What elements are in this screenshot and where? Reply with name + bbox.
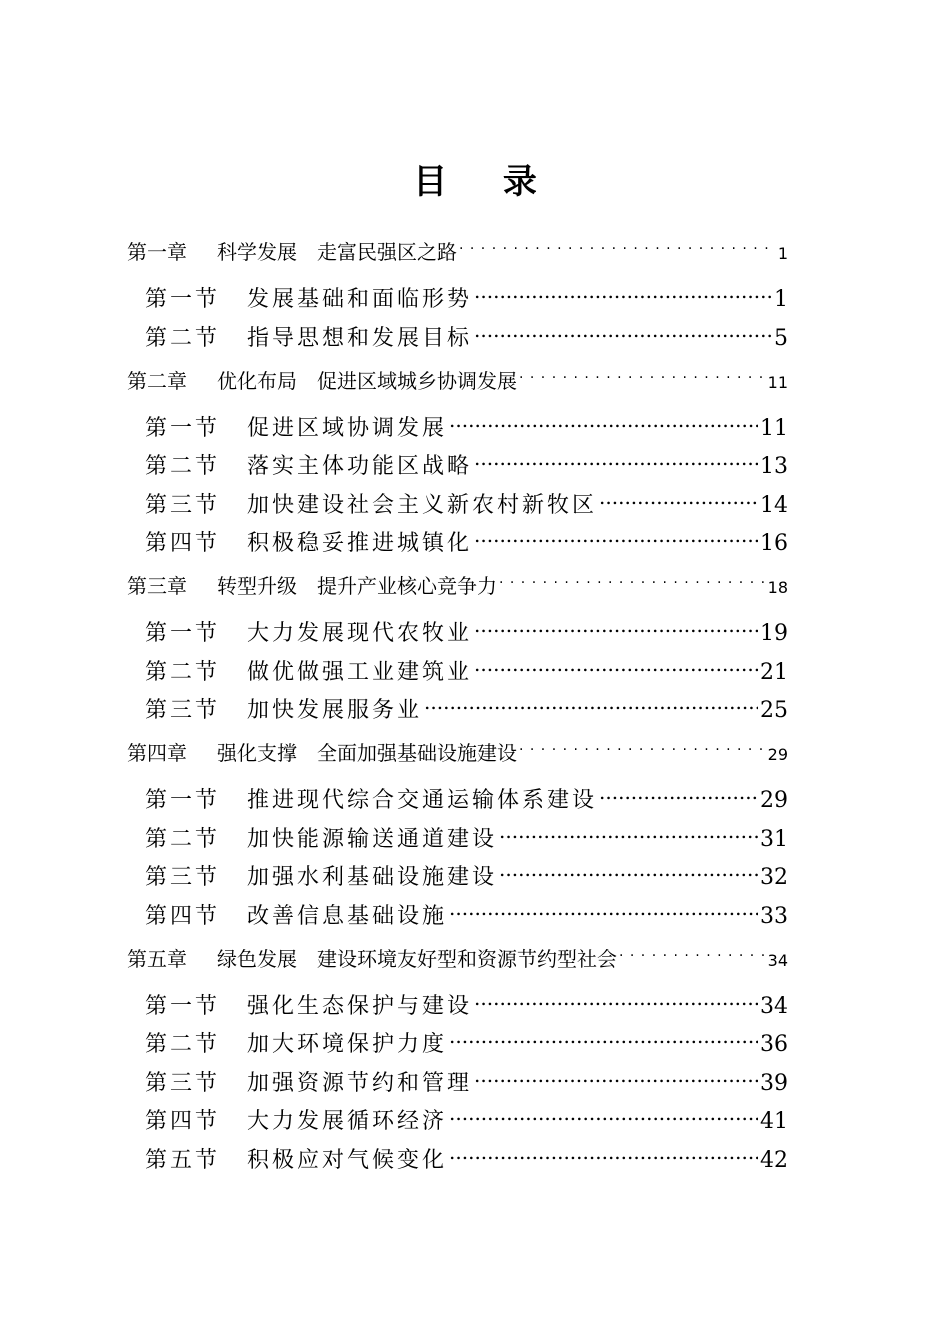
toc-section-entry[interactable] xyxy=(145,695,788,726)
toc-section-entry[interactable] xyxy=(145,528,788,559)
dot-leader xyxy=(499,824,758,846)
section-title: 大力发展循环经济 xyxy=(247,1109,448,1134)
section-number: 第二节 xyxy=(145,660,221,685)
toc-section-entry[interactable] xyxy=(145,657,788,688)
section-title: 强化生态保护与建设 xyxy=(247,994,473,1019)
page-number: 11 xyxy=(767,373,788,392)
section-number: 第五节 xyxy=(145,1148,221,1173)
dot-leader xyxy=(459,239,776,259)
page-number: 36 xyxy=(760,1032,788,1057)
dot-leader xyxy=(474,451,758,473)
toc-section-entry[interactable] xyxy=(145,991,788,1022)
section-number: 第三节 xyxy=(145,698,221,723)
section-title: 加大环境保护力度 xyxy=(247,1032,448,1057)
section-number: 第二节 xyxy=(145,827,221,852)
section-title: 发展基础和面临形势 xyxy=(247,287,473,312)
section-number: 第二节 xyxy=(145,326,221,351)
page-number: 31 xyxy=(760,827,788,852)
page-number: 34 xyxy=(760,994,788,1019)
chapter-title: 强化支撑 全面加强基础设施建设 xyxy=(217,741,517,765)
dot-leader xyxy=(424,695,758,717)
page-number: 19 xyxy=(760,621,788,646)
dot-leader xyxy=(474,991,758,1013)
section-number: 第三节 xyxy=(145,1071,221,1096)
chapter-number: 第五章 xyxy=(127,947,187,971)
toc-section-entry[interactable] xyxy=(145,901,788,932)
section-number: 第二节 xyxy=(145,454,221,479)
page-number: 11 xyxy=(760,416,788,441)
chapter-title: 科学发展 走富民强区之路 xyxy=(217,240,457,264)
section-number: 第一节 xyxy=(145,416,221,441)
toc-heading: 目 录 xyxy=(413,162,559,202)
page-number: 5 xyxy=(774,326,788,351)
chapter-title: 优化布局 促进区域城乡协调发展 xyxy=(217,369,517,393)
toc-section-entry[interactable] xyxy=(145,618,788,649)
toc-section-entry[interactable] xyxy=(145,490,788,521)
chapter-number: 第三章 xyxy=(127,574,187,598)
section-number: 第四节 xyxy=(145,1109,221,1134)
chapter-number: 第一章 xyxy=(127,240,187,264)
section-title: 积极稳妥推进城镇化 xyxy=(247,531,473,556)
toc-section-entry[interactable] xyxy=(145,451,788,482)
dot-leader xyxy=(474,528,758,550)
dot-leader xyxy=(519,740,766,760)
section-number: 第四节 xyxy=(145,531,221,556)
toc-section-entry[interactable] xyxy=(145,284,788,315)
toc-section-entry[interactable] xyxy=(145,862,788,893)
chapter-title: 绿色发展 建设环境友好型和资源节约型社会 xyxy=(217,947,617,971)
chapter-title: 转型升级 提升产业核心竞争力 xyxy=(217,574,497,598)
page-number: 29 xyxy=(760,788,788,813)
toc-chapter-entry[interactable] xyxy=(127,945,788,975)
toc-section-entry[interactable] xyxy=(145,1068,788,1099)
section-number: 第一节 xyxy=(145,621,221,646)
page-number: 34 xyxy=(767,951,788,970)
page-number: 1 xyxy=(777,244,788,263)
chapter-number: 第四章 xyxy=(127,741,187,765)
toc-section-entry[interactable] xyxy=(145,1145,788,1176)
page-number: 42 xyxy=(760,1148,788,1173)
section-title: 促进区域协调发展 xyxy=(247,416,448,441)
dot-leader xyxy=(449,1106,758,1128)
toc-chapter-entry[interactable] xyxy=(127,739,788,769)
dot-leader xyxy=(474,618,758,640)
page-number: 32 xyxy=(760,865,788,890)
section-title: 加强资源节约和管理 xyxy=(247,1071,473,1096)
section-number: 第二节 xyxy=(145,1032,221,1057)
section-number: 第一节 xyxy=(145,788,221,813)
chapter-number: 第二章 xyxy=(127,369,187,393)
page-number: 29 xyxy=(767,745,788,764)
dot-leader xyxy=(449,1029,758,1051)
section-title: 积极应对气候变化 xyxy=(247,1148,448,1173)
toc-chapter-entry[interactable] xyxy=(127,238,788,268)
section-number: 第四节 xyxy=(145,904,221,929)
page-number: 13 xyxy=(760,454,788,479)
dot-leader xyxy=(619,946,766,966)
page-number: 18 xyxy=(767,578,788,597)
page-number: 41 xyxy=(760,1109,788,1134)
section-title: 加快能源输送通道建设 xyxy=(247,827,498,852)
toc-chapter-entry[interactable] xyxy=(127,367,788,397)
toc-section-entry[interactable] xyxy=(145,323,788,354)
dot-leader xyxy=(519,368,766,388)
section-title: 指导思想和发展目标 xyxy=(247,326,473,351)
section-title: 做优做强工业建筑业 xyxy=(247,660,473,685)
section-number: 第三节 xyxy=(145,493,221,518)
section-title: 落实主体功能区战略 xyxy=(247,454,473,479)
dot-leader xyxy=(599,490,758,512)
dot-leader xyxy=(599,785,758,807)
dot-leader xyxy=(449,901,758,923)
section-number: 第一节 xyxy=(145,994,221,1019)
toc-section-entry[interactable] xyxy=(145,413,788,444)
dot-leader xyxy=(474,657,758,679)
toc-section-entry[interactable] xyxy=(145,824,788,855)
section-number: 第三节 xyxy=(145,865,221,890)
page-number: 21 xyxy=(760,660,788,685)
dot-leader xyxy=(474,1068,758,1090)
page-number: 39 xyxy=(760,1071,788,1096)
page-number: 25 xyxy=(760,698,788,723)
toc-chapter-entry[interactable] xyxy=(127,572,788,602)
section-title: 加快建设社会主义新农村新牧区 xyxy=(247,493,598,518)
section-number: 第一节 xyxy=(145,287,221,312)
toc-section-entry[interactable] xyxy=(145,1029,788,1060)
section-title: 加快发展服务业 xyxy=(247,698,423,723)
dot-leader xyxy=(499,573,766,593)
toc-section-entry[interactable] xyxy=(145,1106,788,1137)
page-number: 33 xyxy=(760,904,788,929)
dot-leader xyxy=(474,284,772,306)
dot-leader xyxy=(449,413,758,435)
page-number: 16 xyxy=(760,531,788,556)
section-title: 大力发展现代农牧业 xyxy=(247,621,473,646)
toc-section-entry[interactable] xyxy=(145,785,788,816)
dot-leader xyxy=(499,862,758,884)
section-title: 改善信息基础设施 xyxy=(247,904,448,929)
page-number: 14 xyxy=(760,493,788,518)
section-title: 推进现代综合交通运输体系建设 xyxy=(247,788,598,813)
section-title: 加强水利基础设施建设 xyxy=(247,865,498,890)
page-number: 1 xyxy=(774,287,788,312)
dot-leader xyxy=(449,1145,758,1167)
dot-leader xyxy=(474,323,772,345)
